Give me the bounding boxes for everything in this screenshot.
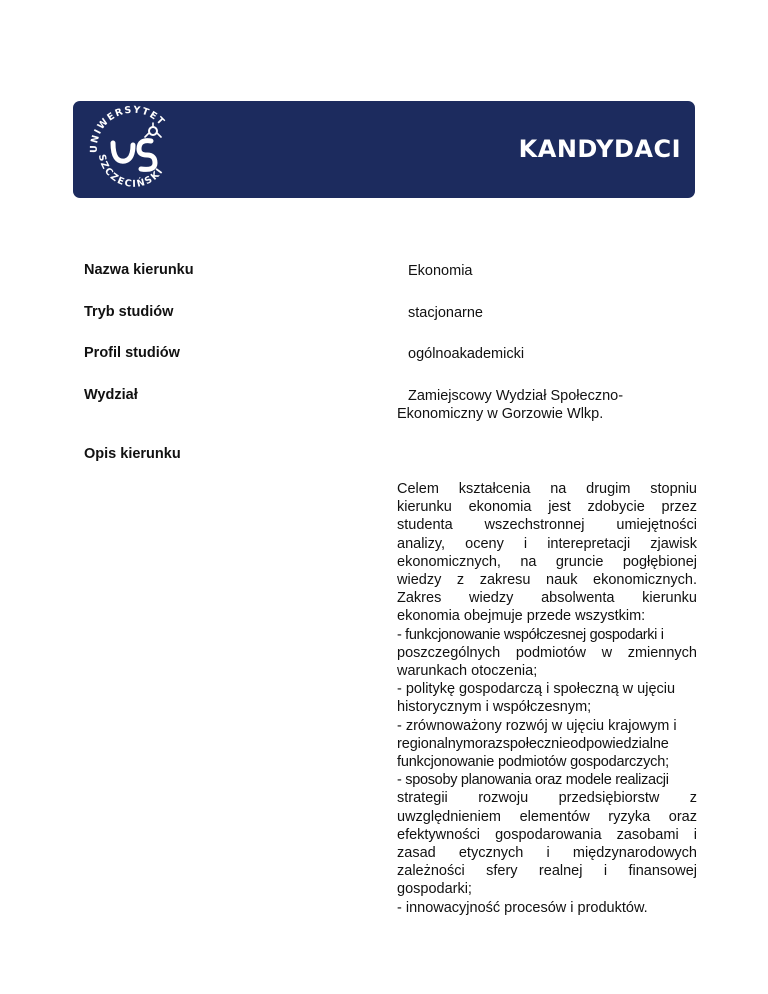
- description-line: - funkcjonowanie współczesnej gospodarki i: [397, 626, 664, 643]
- description-line: analizy, oceny i interepretacji zjawisk: [397, 535, 697, 552]
- value-wydzial: [397, 387, 697, 423]
- description-line: poszczególnych podmiotów w zmiennych: [397, 644, 697, 661]
- description-line: historycznym i współczesnym;: [397, 699, 592, 716]
- svg-text:SZCZECIŃSKI: SZCZECIŃSKI: [95, 153, 167, 190]
- description-line: - sposoby planowania oraz modele realizacji: [397, 772, 669, 789]
- value-profil-studiow: ogólnoakademicki: [408, 346, 525, 362]
- description-line: zasad etycznych i międzynarodowych: [397, 845, 697, 862]
- description-line: wiedzy z zakresu nauk ekonomicznych.: [397, 572, 697, 589]
- description-line: warunkach otoczenia;: [397, 663, 538, 680]
- description-line: efektywności gospodarowania zasobami i: [397, 826, 697, 843]
- description-text: [397, 480, 697, 917]
- svg-text:UNIWERSYTET: UNIWERSYTET: [88, 104, 168, 154]
- description-line: Celem kształcenia na drugim stopniu: [397, 481, 697, 497]
- description-line: - zrównoważony rozwój w ujęciu krajowym i: [397, 717, 677, 734]
- banner-title: KANDYDACI: [518, 135, 681, 163]
- description-line: - politykę gospodarczą i społeczną w ujęciu: [397, 681, 676, 698]
- description-line: zależności sfery realnej i finansowej: [397, 863, 697, 880]
- header-banner: [73, 101, 695, 198]
- description-line: funkcjonowanie podmiotów gospodarczych;: [397, 754, 669, 771]
- description-line: - innowacyjność procesów i produktów.: [397, 899, 648, 916]
- label-wydzial: Wydział: [84, 387, 138, 403]
- value-wydzial-line2: Ekonomiczny w Gorzowie Wlkp.: [397, 406, 604, 422]
- description-line: uwzględnieniem elementów ryzyka oraz: [397, 808, 697, 825]
- value-nazwa-kierunku: Ekonomia: [408, 263, 473, 279]
- label-opis-kierunku: Opis kierunku: [84, 446, 181, 462]
- description-line: regionalnymorazspołecznieodpowiedzialne: [397, 735, 669, 752]
- description-line: strategii rozwoju przedsiębiorstw z: [397, 790, 697, 807]
- label-tryb-studiow: Tryb studiów: [84, 304, 174, 320]
- description-line: Zakres wiedzy absolwenta kierunku: [397, 590, 697, 607]
- description-line: studenta wszechstronnej umiejętności: [397, 517, 697, 534]
- label-nazwa-kierunku: Nazwa kierunku: [84, 262, 194, 278]
- value-wydzial-line1: Zamiejscowy Wydział Społeczno-: [408, 388, 624, 404]
- description-line: gospodarki;: [397, 881, 472, 898]
- description-line: ekonomicznych, na gruncie pogłębionej: [397, 553, 697, 570]
- value-tryb-studiow: stacjonarne: [408, 305, 483, 321]
- description-line: ekonomia obejmuje przede wszystkim:: [397, 608, 646, 625]
- description-line: kierunku ekonomia jest zdobycie przez: [397, 499, 697, 516]
- university-logo: [83, 101, 189, 198]
- label-profil-studiow: Profil studiów: [84, 345, 180, 361]
